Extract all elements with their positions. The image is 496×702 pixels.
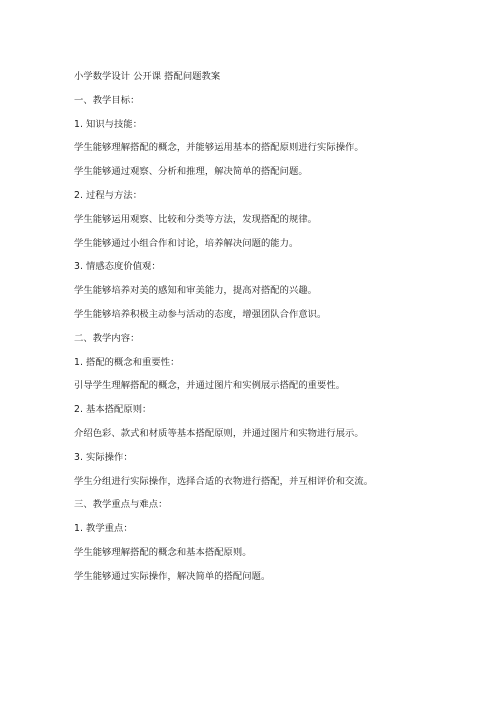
subheading-basic-principles: 2. 基本搭配原则： bbox=[74, 404, 152, 416]
subheading-attitudes-values: 3. 情感态度价值观： bbox=[74, 261, 161, 273]
subheading-practice: 3. 实际操作： bbox=[74, 451, 133, 463]
paragraph-line: 学生能够通过小组合作和讨论，培养解决问题的能力。 bbox=[74, 237, 299, 249]
paragraph-line: 引导学生理解搭配的概念，并通过图片和实例展示搭配的重要性。 bbox=[74, 380, 346, 392]
paragraph-line: 学生能够理解搭配的概念和基本搭配原则。 bbox=[74, 546, 252, 558]
section-heading-objectives: 一、教学目标： bbox=[74, 94, 140, 106]
subheading-process-methods: 2. 过程与方法： bbox=[74, 189, 143, 201]
paragraph-line: 介绍色彩、款式和材质等基本搭配原则，并通过图片和实物进行展示。 bbox=[74, 427, 364, 439]
paragraph-line: 学生能够理解搭配的概念，并能够运用基本的搭配原则进行实际操作。 bbox=[74, 142, 364, 154]
paragraph-line: 学生能够运用观察、比较和分类等方法，发现搭配的规律。 bbox=[74, 213, 318, 225]
paragraph-line: 学生能够培养对美的感知和审美能力，提高对搭配的兴趣。 bbox=[74, 285, 318, 297]
paragraph-line: 学生能够培养积极主动参与活动的态度，增强团队合作意识。 bbox=[74, 308, 327, 320]
document-body bbox=[74, 65, 444, 589]
paragraph-line: 学生能够通过观察、分析和推理，解决简单的搭配问题。 bbox=[74, 166, 308, 178]
paragraph-line: 学生能够通过实际操作，解决简单的搭配问题。 bbox=[74, 570, 271, 582]
paragraph-line: 学生分组进行实际操作，选择合适的衣物进行搭配，并互相评价和交流。 bbox=[74, 475, 374, 487]
section-heading-content: 二、教学内容： bbox=[74, 332, 140, 344]
subheading-concept-importance: 1. 搭配的概念和重要性： bbox=[74, 356, 180, 368]
document-title: 小学数学设计 公开课 搭配问题教案 bbox=[74, 71, 221, 82]
subheading-key-points: 1. 教学重点： bbox=[74, 523, 133, 535]
subheading-knowledge-skills: 1. 知识与技能： bbox=[74, 118, 143, 130]
section-heading-key-difficult-points: 三、教学重点与难点： bbox=[74, 499, 168, 511]
